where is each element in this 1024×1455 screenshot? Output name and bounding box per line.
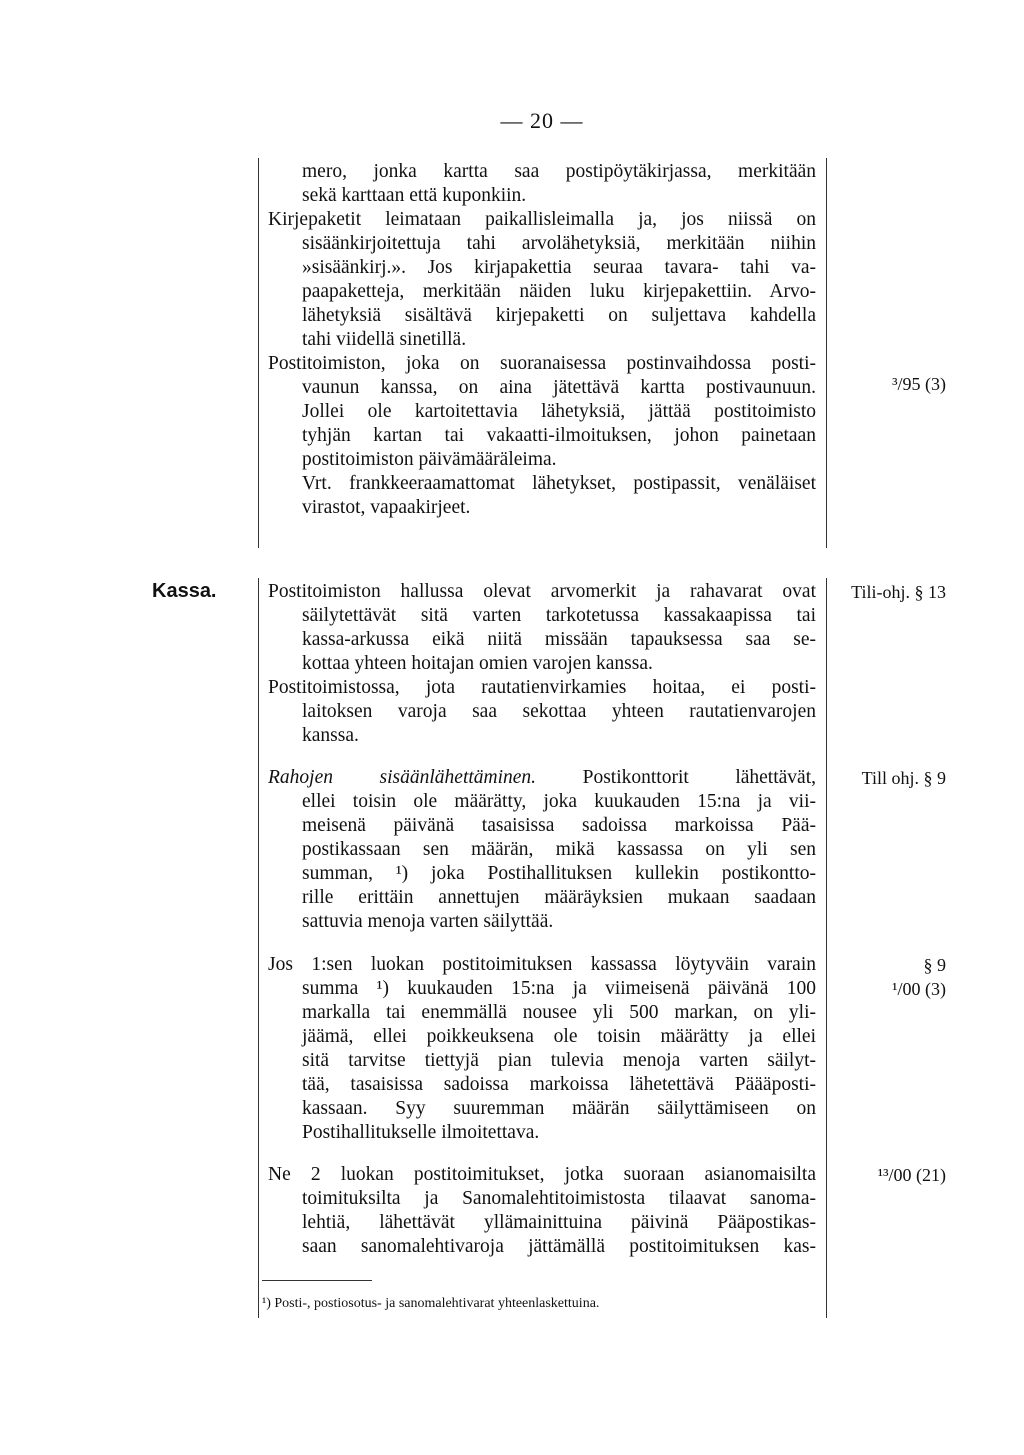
- text-line: kanssa.: [302, 725, 359, 746]
- text-line: ellei toisin ole määrätty, joka kuukauden 15:na ja vii-: [302, 791, 816, 812]
- section-heading-kassa: Kassa.: [152, 580, 217, 602]
- text-line-rest: Postikonttorit lähettävät,: [536, 767, 816, 788]
- margin-note: ¹³/00 (21): [877, 1165, 946, 1185]
- text-line: postitoimiston päivämääräleima.: [302, 449, 557, 470]
- text-line: Ne 2 luokan postitoimitukset, jotka suoraan asianomaisilta: [268, 1164, 816, 1185]
- text-line: postikassaan sen määrän, mikä kassassa on yli sen: [302, 839, 816, 860]
- text-line: tahi viidellä sinetillä.: [302, 329, 467, 350]
- margin-note: Till ohj. § 9: [861, 768, 946, 788]
- rahojen-heading: Rahojen sisäänlähettäminen.: [268, 767, 537, 788]
- text-line: tyhjän kartan tai vakaatti-ilmoituksen, johon painetaan: [302, 425, 816, 446]
- text-line: Jos 1:sen luokan postitoimituksen kassassa löytyväin varain: [268, 954, 816, 975]
- margin-note: ¹/00 (3): [892, 979, 946, 999]
- paragraph-group-4: [268, 953, 816, 1145]
- text-line: »sisäänkirj.». Jos kirjapakettia seuraa tavara- tahi va-: [302, 257, 816, 278]
- text-line: Postihallitukselle ilmoitettava.: [302, 1122, 540, 1143]
- text-line: Jollei ole kartoitettavia lähetyksiä, jättää postitoimisto: [302, 401, 816, 422]
- text-line: Postitoimiston, joka on suoranaisessa postinvaihdossa posti-: [268, 353, 816, 374]
- text-line: jäämä, ellei poikkeuksena ole toisin määrätty ja ellei: [302, 1026, 816, 1047]
- text-line: kassa-arkussa eikä niitä missään tapauksessa saa se-: [302, 629, 816, 650]
- text-line: saan sanomalehtivaroja jättämällä postitoimituksen kas-: [302, 1236, 816, 1257]
- left-column-rule-2: [258, 578, 259, 1318]
- text-line: summan, ¹) joka Postihallituksen kullekin postikontto-: [302, 863, 816, 884]
- margin-note: ³/95 (3): [892, 374, 946, 394]
- text-line: säilytettävät sitä varten tarkotetussa kassakaapissa tai: [302, 605, 816, 626]
- text-line: mero, jonka kartta saa postipöytäkirjassa, merkitään: [302, 161, 816, 182]
- text-line: tää, tasaisissa sadoissa markoissa lähetettävä Päääposti-: [302, 1074, 816, 1095]
- text-line: rille erittäin annettujen määräyksien mukaan saadaan: [302, 887, 816, 908]
- text-line: vaunun kanssa, on aina jätettävä kartta postivaunuun.: [302, 377, 816, 398]
- paragraph-group-1: [268, 160, 816, 520]
- text-line: laitoksen varoja saa sekottaa yhteen rautatienvarojen: [302, 701, 816, 722]
- text-line: Postitoimistossa, jota rautatienvirkamies hoitaa, ei posti-: [268, 677, 816, 698]
- text-line: meisenä päivänä tasaisissa sadoissa markoissa Pää-: [302, 815, 816, 836]
- text-line: toimituksilta ja Sanomalehtitoimistosta tilaavat sanoma-: [302, 1188, 816, 1209]
- margin-note: § 9: [923, 955, 946, 975]
- text-line: markalla tai enemmällä nousee yli 500 markan, on yli-: [302, 1002, 816, 1023]
- text-line: sekä karttaan että kuponkiin.: [302, 185, 527, 206]
- text-line: kottaa yhteen hoitajan omien varojen kanssa.: [302, 653, 653, 674]
- text-line: kassaan. Syy suuremman määrän säilyttämiseen on: [302, 1098, 816, 1119]
- text-line: paapaketteja, merkitään näiden luku kirjepakettiin. Arvo-: [302, 281, 816, 302]
- text-line: summa ¹) kuukauden 15:na ja viimeisenä päivänä 100: [302, 978, 816, 999]
- margin-note: Tili-ohj. § 13: [851, 582, 946, 602]
- paragraph-group-3: [268, 766, 816, 934]
- right-column-rule: [826, 158, 827, 548]
- right-column-rule-2: [826, 578, 827, 1318]
- paragraph-group-5: [268, 1163, 816, 1259]
- text-line: sattuvia menoja varten säilyttää.: [302, 911, 554, 932]
- paragraph-group-2: [268, 580, 816, 748]
- page-number: — 20 —: [500, 108, 584, 133]
- left-column-rule: [258, 158, 259, 548]
- footnote: ¹) Posti-, postiosotus- ja sanomalehtivarat yhteenlaskettuina.: [262, 1296, 600, 1311]
- text-line: Vrt. frankkeeraamattomat lähetykset, postipassit, venäläiset: [302, 473, 816, 494]
- text-line: sisäänkirjoitettuja tahi arvolähetyksiä, merkitään niihin: [302, 233, 816, 254]
- text-line: lehtiä, lähettävät yllämainittuina päivinä Pääpostikas-: [302, 1212, 816, 1233]
- text-line: virastot, vapaakirjeet.: [302, 497, 471, 518]
- text-line: Postitoimiston hallussa olevat arvomerkit ja rahavarat ovat: [268, 581, 816, 602]
- footnote-divider-rule: [262, 1280, 372, 1281]
- text-line: [268, 766, 816, 790]
- text-line: sitä tarvitse tiettyjä pian tulevia menoja varten säilyt-: [302, 1050, 816, 1071]
- text-line: Kirjepaketit leimataan paikallisleimalla ja, jos niissä on: [268, 209, 816, 230]
- text-line: lähetyksiä sisältävä kirjepaketti on suljettava kahdella: [302, 305, 816, 326]
